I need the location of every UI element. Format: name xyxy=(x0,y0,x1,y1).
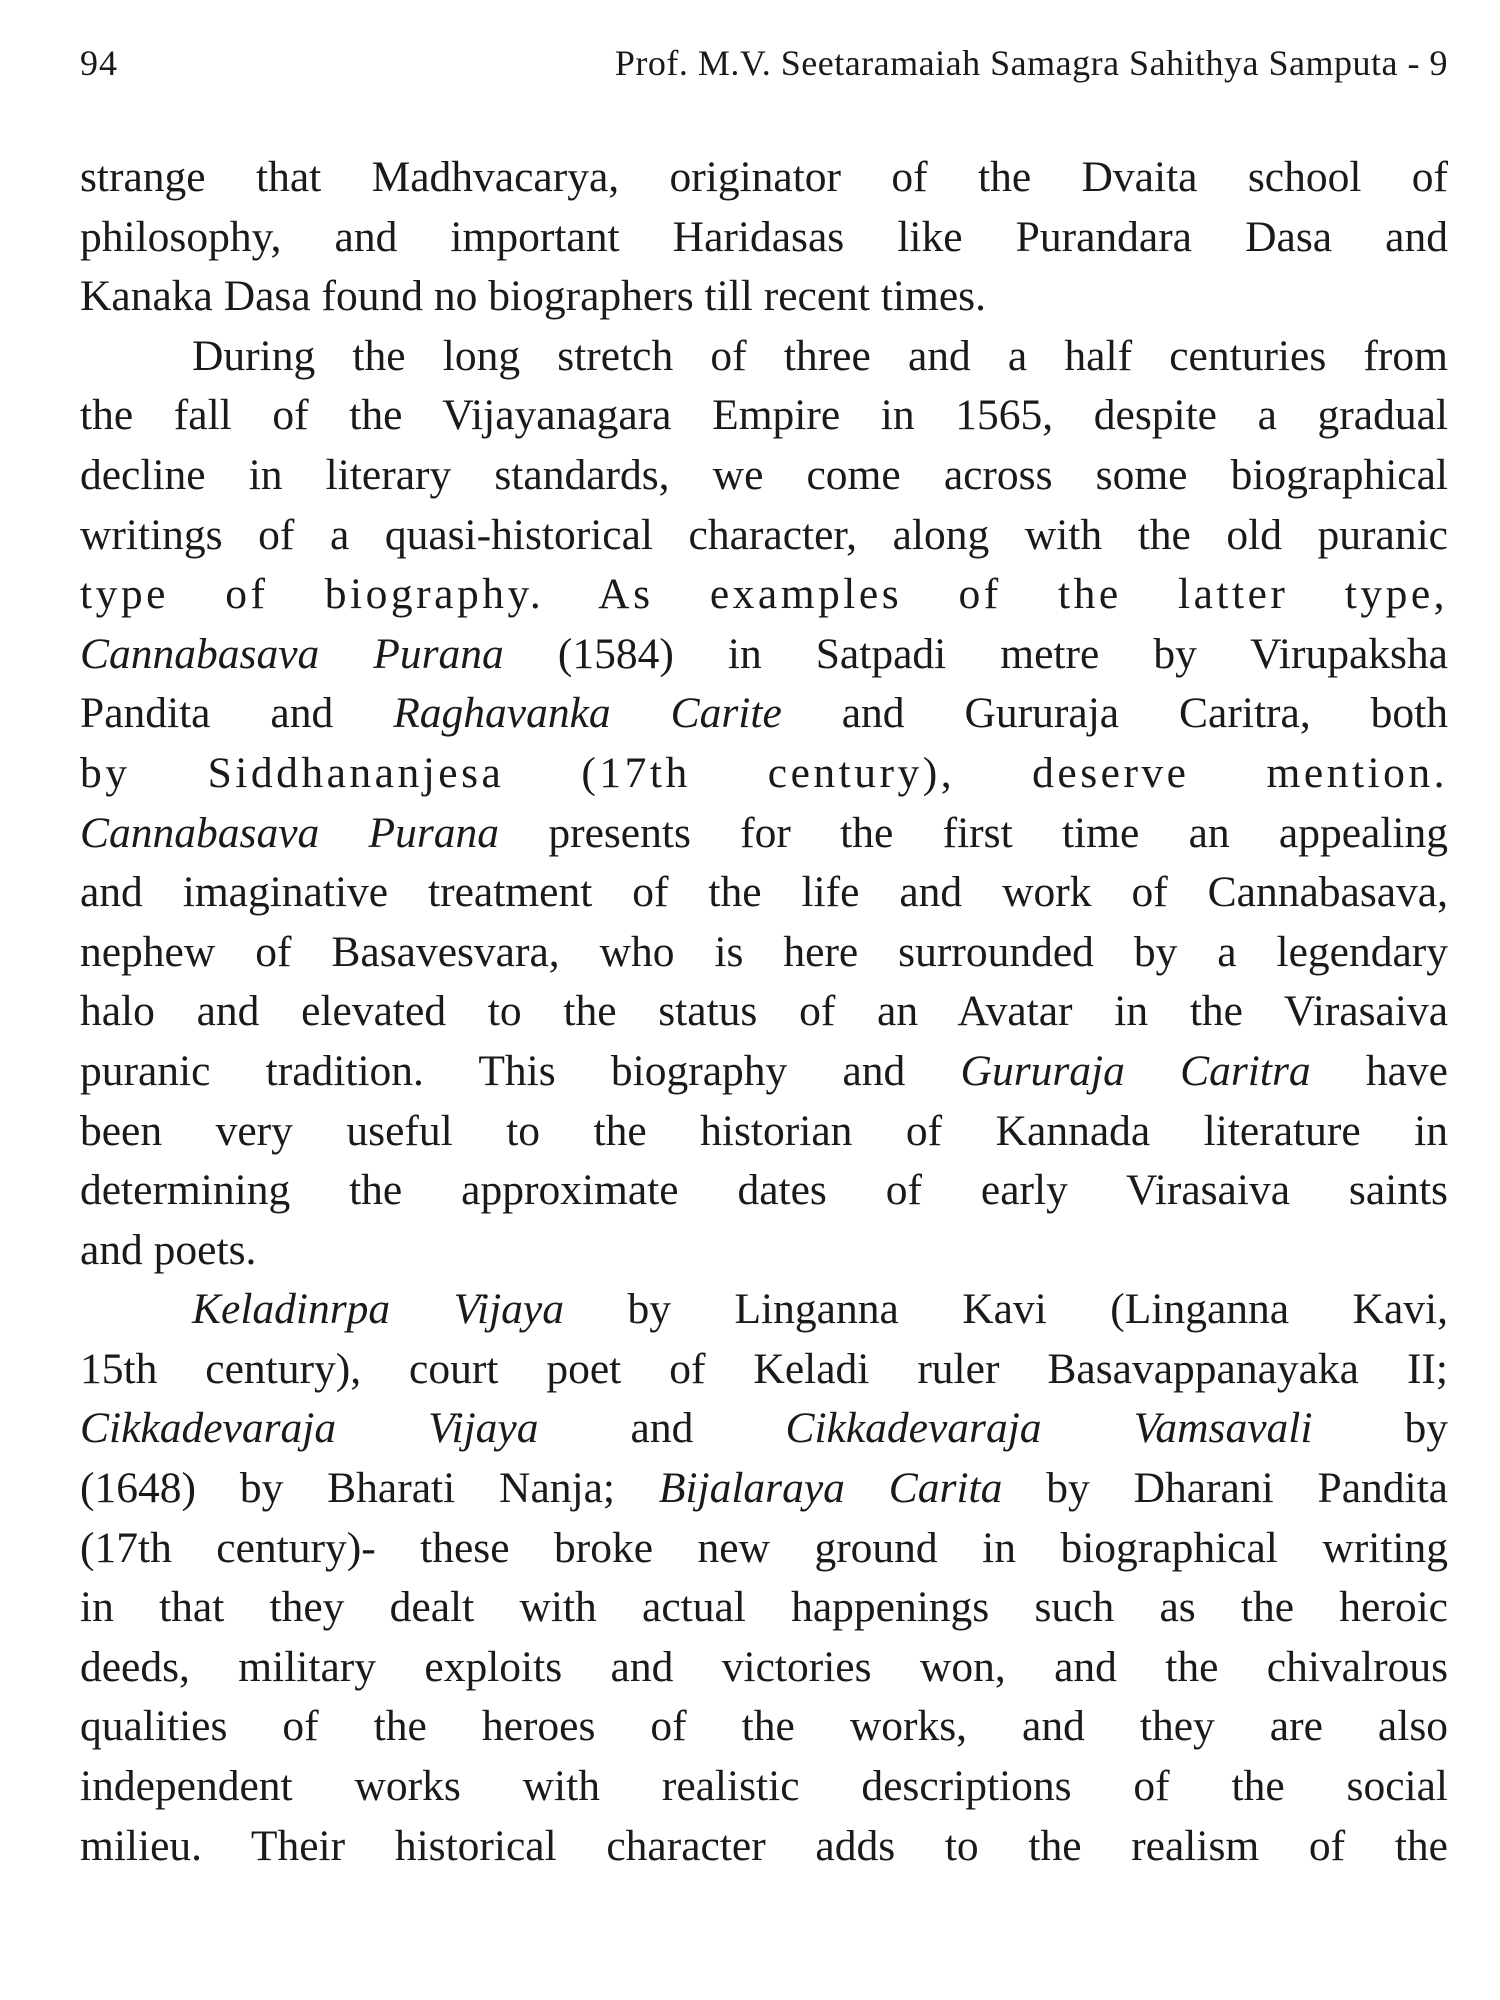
text-line xyxy=(80,1221,1448,1281)
page-number: 94 xyxy=(80,43,118,83)
text-run: writings of a quasi-historical character, along with the old puranic xyxy=(80,510,1448,559)
text-line xyxy=(80,625,1448,685)
text-run: and xyxy=(538,1404,786,1453)
text-run: (1584) in Satpadi metre by Virupaksha xyxy=(503,629,1448,678)
text-line xyxy=(80,1340,1448,1400)
italic-title: Bijalaraya Carita xyxy=(658,1464,1003,1513)
text-run: determining the approximate dates of early Virasaiva saints xyxy=(80,1166,1448,1215)
text-line xyxy=(80,1042,1448,1102)
text-line xyxy=(80,1697,1448,1757)
text-run: by Linganna Kavi (Linganna Kavi, xyxy=(564,1285,1448,1334)
text-line xyxy=(80,565,1448,625)
text-run: been very useful to the historian of Kannada literature in xyxy=(80,1106,1448,1155)
text-run: presents for the first time an appealing xyxy=(499,808,1449,857)
text-run: and Gururaja Caritra, both xyxy=(781,689,1448,738)
text-run: by Siddhananjesa (17th century), deserve mention. xyxy=(80,748,1448,797)
text-line xyxy=(80,1757,1448,1817)
text-line xyxy=(80,208,1448,268)
page-header xyxy=(80,42,1448,98)
italic-title: Raghavanka Carite xyxy=(393,689,782,738)
text-run: by Dharani Pandita xyxy=(1002,1464,1448,1513)
italic-title: Cikkadevaraja Vamsavali xyxy=(785,1404,1313,1453)
text-line xyxy=(80,446,1448,506)
text-line xyxy=(80,923,1448,983)
text-run: halo and elevated to the status of an Avatar in the Virasaiva xyxy=(80,987,1448,1036)
text-run: decline in literary standards, we come across some biographical xyxy=(80,450,1448,499)
text-run: Pandita and xyxy=(80,689,394,738)
text-run: by xyxy=(1312,1404,1448,1453)
text-line xyxy=(80,1817,1448,1877)
text-line xyxy=(80,1578,1448,1638)
text-run: philosophy, and important Haridasas like Purandara Dasa and xyxy=(80,212,1448,261)
text-line xyxy=(80,327,1448,387)
text-run: have xyxy=(1310,1046,1448,1095)
text-run: During the long stretch of three and a half centuries from xyxy=(192,331,1448,380)
text-line xyxy=(80,1161,1448,1221)
text-run: type of biography. As examples of the latter type, xyxy=(80,570,1448,619)
text-line xyxy=(80,267,1448,327)
text-run: and poets. xyxy=(80,1225,257,1274)
text-run: nephew of Basavesvara, who is here surrounded by a legendary xyxy=(80,927,1448,976)
text-run: Kanaka Dasa found no biographers till recent times. xyxy=(80,272,986,321)
text-line xyxy=(80,1399,1448,1459)
text-line xyxy=(80,1459,1448,1519)
text-run: (1648) by Bharati Nanja; xyxy=(80,1464,659,1513)
italic-title: Gururaja Caritra xyxy=(960,1046,1311,1095)
text-line xyxy=(80,804,1448,864)
text-run: the fall of the Vijayanagara Empire in 1565, despite a gradual xyxy=(80,391,1448,440)
body-text xyxy=(80,148,1448,1876)
text-run: milieu. Their historical character adds to the realism of the xyxy=(80,1821,1448,1870)
text-line xyxy=(80,386,1448,446)
text-line xyxy=(80,744,1448,804)
text-line xyxy=(80,863,1448,923)
text-run: deeds, military exploits and victories won, and the chivalrous xyxy=(80,1642,1448,1691)
text-run: qualities of the heroes of the works, and they are also xyxy=(80,1702,1448,1751)
italic-title: Keladinrpa Vijaya xyxy=(192,1285,564,1334)
text-line xyxy=(80,684,1448,744)
text-line xyxy=(80,1638,1448,1698)
text-run: in that they dealt with actual happenings such as the heroic xyxy=(80,1583,1448,1632)
italic-title: Cikkadevaraja Vijaya xyxy=(80,1404,539,1453)
text-run: independent works with realistic descriptions of the social xyxy=(80,1762,1448,1811)
running-head: Prof. M.V. Seetaramaiah Samagra Sahithya Samputa - 9 xyxy=(614,43,1448,83)
paragraph xyxy=(80,148,1448,327)
text-line xyxy=(80,506,1448,566)
text-line xyxy=(80,1280,1448,1340)
text-line xyxy=(80,982,1448,1042)
paragraph xyxy=(80,1280,1448,1876)
text-line xyxy=(80,148,1448,208)
text-run: and imaginative treatment of the life and work of Cannabasava, xyxy=(80,868,1448,917)
text-run: puranic tradition. This biography and xyxy=(80,1046,961,1095)
italic-title: Cannabasava Purana xyxy=(80,808,500,857)
text-line xyxy=(80,1519,1448,1579)
text-run: strange that Madhvacarya, originator of the Dvaita school of xyxy=(80,153,1448,201)
text-line xyxy=(80,1102,1448,1162)
paragraph xyxy=(80,327,1448,1281)
text-run: 15th century), court poet of Keladi ruler Basavappanayaka II; xyxy=(80,1344,1448,1393)
text-run: (17th century)- these broke new ground in biographical writing xyxy=(80,1523,1448,1572)
italic-title: Cannabasava Purana xyxy=(80,629,504,678)
